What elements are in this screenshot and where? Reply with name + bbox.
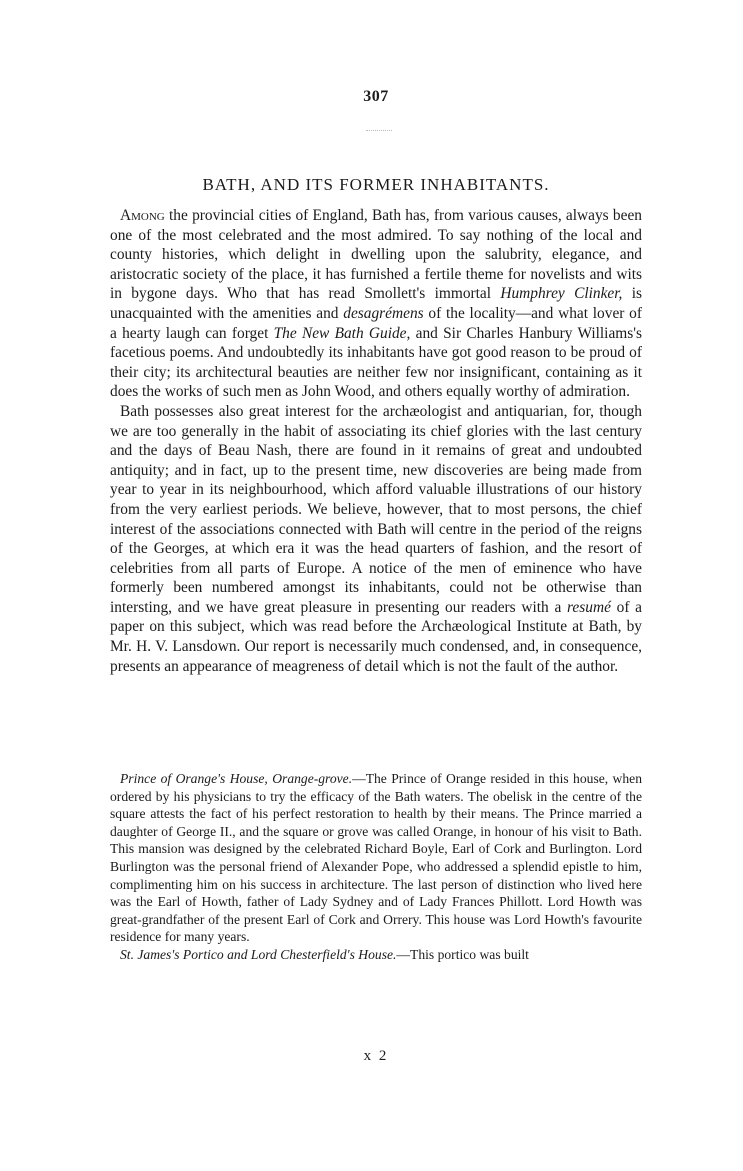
drop-word: Among <box>120 207 165 224</box>
stray-mark <box>366 130 392 132</box>
text-run: and Sir Charles Hanbury Williams's facetious poems. And undoubtedly its inhabitants have got good reason to be proud of their city; its architectural beauties are neither few nor insignificant, containing as it does the works of such men as John Wood, and others equally worthy of admiration. <box>110 324 643 401</box>
signature-mark: x 2 <box>363 1048 389 1064</box>
italic-run: The New Bath Guide, <box>273 324 411 342</box>
italic-run: desagrémens <box>343 304 424 322</box>
entry-prince-of-orange <box>110 770 642 946</box>
entry-heading: St. James's Portico and Lord Chesterfield's House. <box>120 946 397 962</box>
text-run: —This portico was built <box>396 946 529 962</box>
text-run: of the locality—and what lover of a hearty laugh can forget <box>110 304 642 342</box>
text-run: of a paper on this subject, which was read before the Archæological Institute at Bath, by Mr. H. V. Lansdown. Our report is necessarily much condensed, and, in consequence, presents an appearance of meagreness of detail which is not the fault of the author. <box>110 598 642 675</box>
text-run: is unacquainted with the amenities and <box>110 285 642 322</box>
entry-st-james-portico <box>110 946 642 964</box>
italic-run: Humphrey Clinker, <box>500 285 623 303</box>
entry-heading: Prince of Orange's House, Orange-grove. <box>120 771 353 786</box>
italic-run: resumé <box>567 598 611 616</box>
text-run: the provincial cities of England, Bath has, from various causes, always been one of the most celebrated and the most admired. To say nothing of the local and county histories, which delight in dwelling upon the salubrity, elegance, and aristocratic society of the place, it has furnished a fertile theme for novelists and wits in bygone days. Who that has read Smollett's immortal <box>110 207 642 303</box>
paragraph-intro <box>110 206 642 402</box>
text-run: —The Prince of Orange resided in this house, when ordered by his physicians to try the efficacy of the Bath waters. The obelisk in the centre of the square attests the fact of his perfect restoration to health by their means. The Prince married a daughter of George II., and the square or grove was called Orange, in honour of his visit to Bath. This mansion was designed by the celebrated Richard Boyle, Earl of Cork and Burlington. Lord Burlington was the personal friend of Alexander Pope, who addressed a splendid epistle to him, complimenting him on his success in architecture. The last person of distinction who lived here was the Earl of Howth, father of Lady Sydney and of Lady Frances Phillott. Lord Howth was great-grandfather of the present Earl of Cork and Orrery. This house was Lord Howth's favourite residence for many years. <box>110 771 642 945</box>
entries-section <box>110 770 642 964</box>
article-title: BATH, AND ITS FORMER INHABITANTS. <box>202 175 550 194</box>
paragraph-archaeology <box>110 402 642 676</box>
page-number: 307 <box>363 88 389 105</box>
text-run: Bath possesses also great interest for the archæologist and antiquarian, for, though we are too generally in the habit of associating its chief glories with the last century and the days of Beau Nash, there are found in it remains of great and undoubted antiquity; and in fact, up to the present time, new discoveries are being made from year to year in its neighbourhood, which afford valuable illustrations of our history from the very earliest periods. We believe, however, that to most persons, the chief interest of the associations connected with Bath will centre in the period of the reigns of the Georges, at which era it was the head quarters of fashion, and the resort of celebrities from all parts of Europe. A notice of the men of eminence who have formerly been numbered amongst its inhabitants, could not be otherwise than intersting, and we have great pleasure in presenting our readers with a <box>110 402 642 616</box>
article-body <box>110 206 642 676</box>
